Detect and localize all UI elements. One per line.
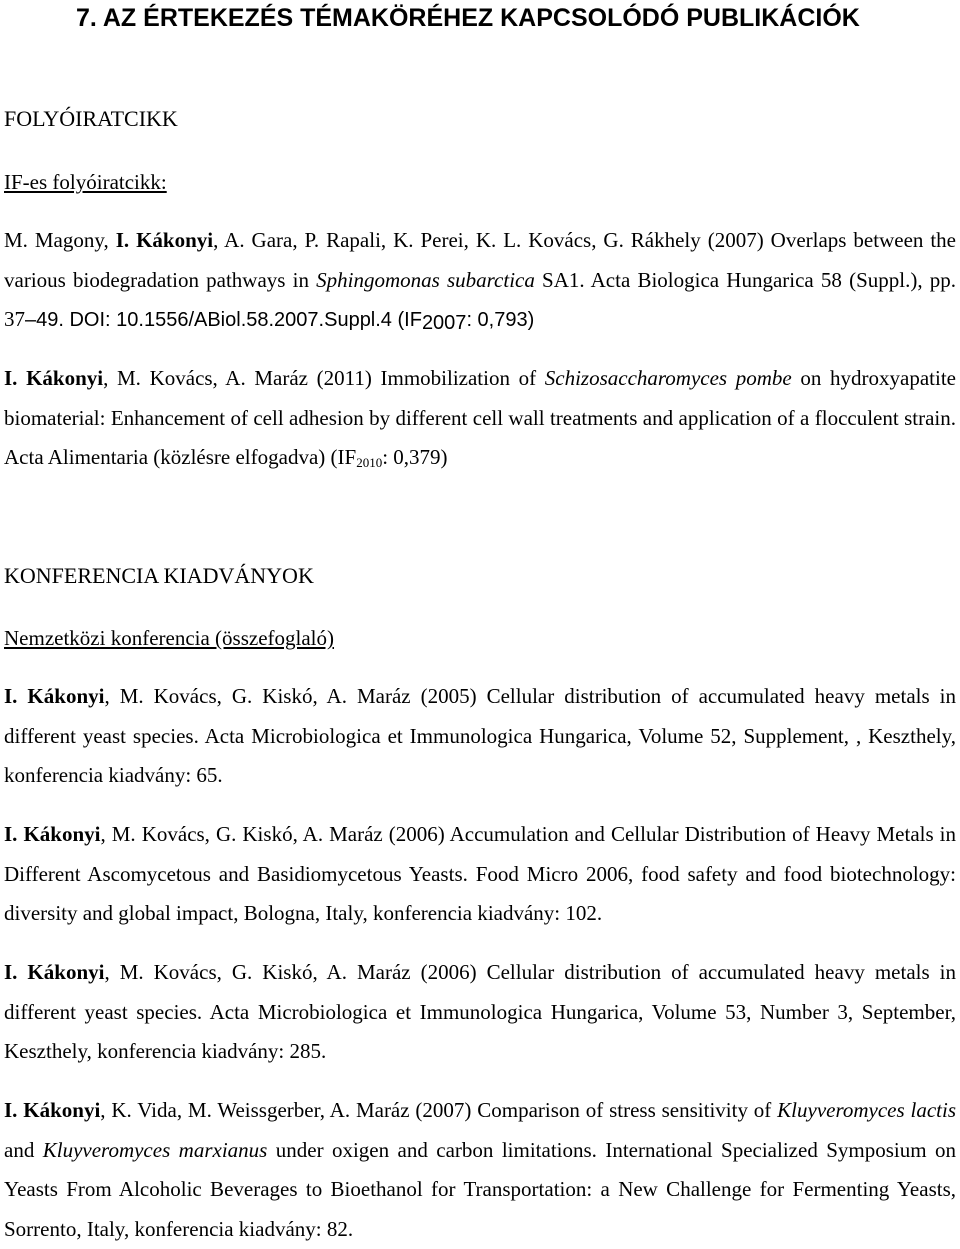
entry-text: on hydroxyapatite biomaterial: Enhancement of cell adhesion by different cell wall treatments and application of a flocculent strain. Acta Alimentaria (közlésre elfogadva) [4, 366, 957, 469]
conference-entry-1 [4, 677, 956, 796]
impact-factor-label: (IF [325, 445, 357, 469]
species-name: Kluyveromyces lactis [777, 1098, 956, 1122]
impact-factor-year: 2010 [356, 455, 383, 470]
main-author: I. Kákonyi [4, 1098, 101, 1122]
entry-text: under oxigen and carbon limitations. International Specialized Symposium on Yeasts From Alcoholic Beverages to Bioethanol for Transportation: a New Challenge for Fermenting Yeasts, Sorrento, Italy, konferencia kiadvány: 82. [4, 1137, 956, 1241]
entry-text: , M. Kovács, G. Kiskó, A. Maráz (2006) Cellular distribution of accumulated heavy metals in different yeast species. Acta Microbiologica et Immunologica Hungarica, Volume 53, Number 3, September, Keszthely, konferencia kiadvány: 285. [4, 960, 956, 1063]
entry-text: , A. Gara, P. Rapali, K. Perei, K. L. Kovács, G. Rákhely (2007) Overlaps between the various biodegradation pathways in [4, 228, 956, 292]
main-author: I. Kákonyi [4, 366, 104, 390]
impact-factor-year: 2007 [421, 312, 467, 334]
section-title-journal: FOLYÓIRATCIKK [4, 106, 178, 131]
journal-entry-1 [4, 221, 956, 341]
main-author: I. Kákonyi [4, 822, 101, 846]
doi-text: –49. DOI: 10.1556/ABiol.58.2007.Suppl.4 [25, 309, 392, 331]
impact-factor-value: : 0,379) [382, 445, 448, 469]
section-subtitle-international-conference: Nemzetközi konferencia (összefoglaló) [4, 626, 335, 650]
impact-factor-label: (IF [391, 309, 422, 331]
main-author: I. Kákonyi [4, 684, 105, 708]
entry-text: , M. Kovács, G. Kiskó, A. Maráz (2005) Cellular distribution of accumulated heavy metals in different yeast species. Acta Microbiologica et Immunologica Hungarica, Volume 52, Supplement, , Keszthely, konferencia kiadvány: 65. [4, 684, 956, 787]
entry-text: and [4, 1137, 43, 1162]
page-heading: 7. AZ ÉRTEKEZÉS TÉMAKÖRÉHEZ KAPCSOLÓDÓ PUBLIKÁCIÓK [76, 4, 860, 32]
species-name: Sphingomonas subarctica [316, 267, 535, 292]
conference-entry-2 [4, 815, 956, 934]
entry-text: M. Magony, [4, 228, 116, 252]
main-author: I. Kákonyi [4, 960, 105, 984]
conference-entry-4 [4, 1091, 956, 1249]
main-author: I. Kákonyi [115, 228, 214, 252]
conference-entry-3 [4, 953, 956, 1072]
entry-text: , M. Kovács, G. Kiskó, A. Maráz (2006) Accumulation and Cellular Distribution of Heavy Metals in Different Ascomycetous and Basidiomycetous Yeasts. Food Micro 2006, food safety and food biotechnology: diversity and global impact, Bologna, Italy, konferencia kiadvány: 102. [4, 822, 956, 925]
entry-text: , M. Kovács, A. Maráz (2011) Immobilization of [103, 366, 545, 390]
species-name: Kluyveromyces marxianus [42, 1137, 268, 1162]
section-title-conference: KONFERENCIA KIADVÁNYOK [4, 563, 314, 588]
entry-text: SA1. Acta Biologica Hungarica 58 (Suppl.), pp. 37 [4, 267, 956, 331]
section-subtitle-if-journal: IF-es folyóiratcikk: [4, 170, 167, 194]
species-name: Schizosaccharomyces pombe [544, 366, 792, 390]
entry-text: , K. Vida, M. Weissgerber, A. Maráz (2007) Comparison of stress sensitivity of [100, 1098, 778, 1122]
impact-factor-value: : 0,793) [466, 309, 535, 331]
journal-entry-2 [4, 359, 956, 478]
